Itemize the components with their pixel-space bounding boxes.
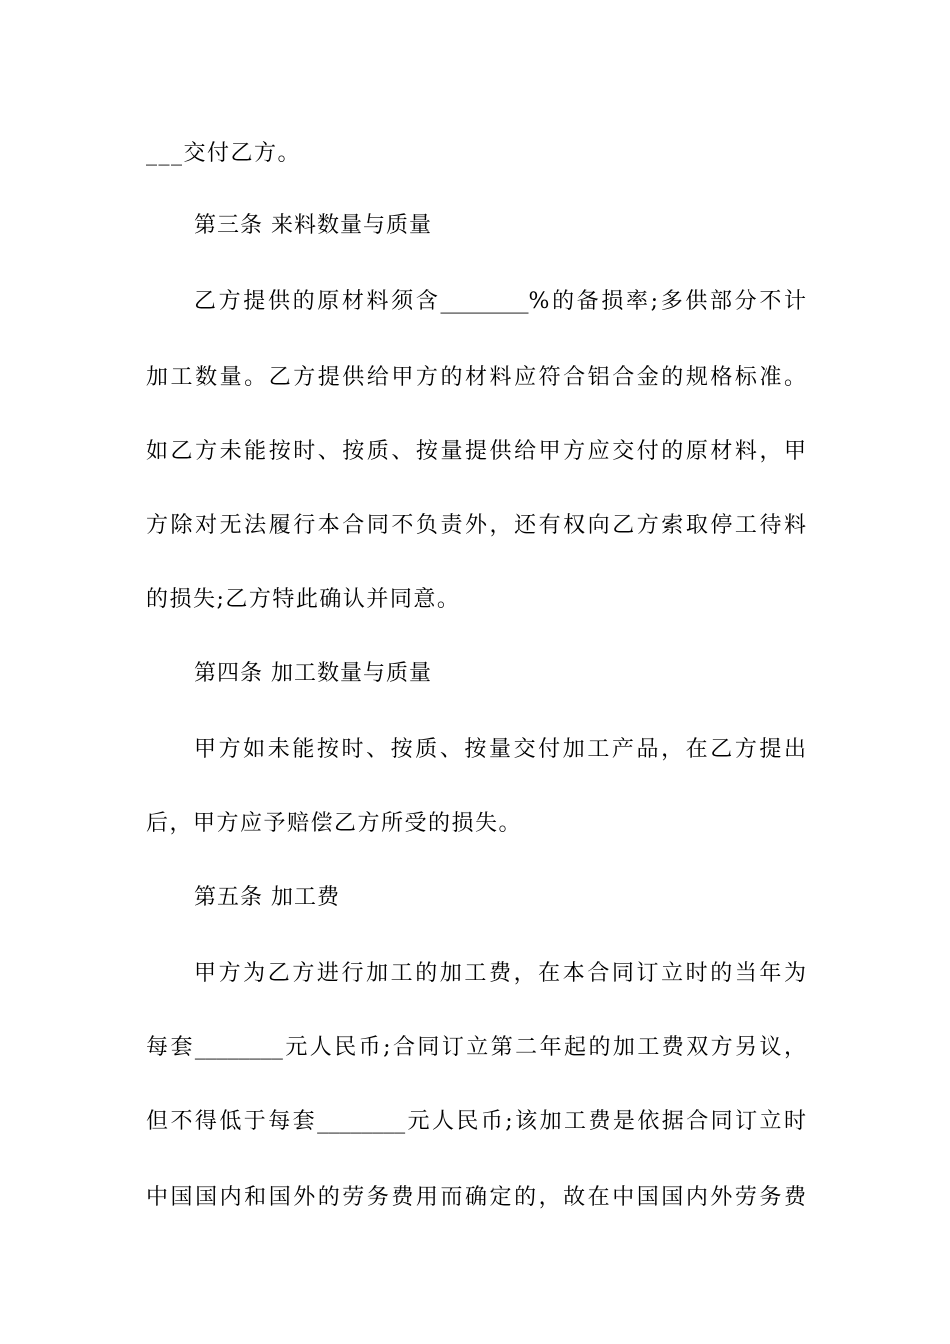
- paragraph-line: 甲方如未能按时、按质、按量交付加工产品，在乙方提出: [194, 737, 806, 762]
- article-heading: 第三条 来料数量与质量: [194, 213, 432, 238]
- paragraph-line: 每套________元人民币;合同订立第二年起的加工费双方另议，: [146, 1035, 806, 1060]
- paragraph-line: 加工数量。乙方提供给甲方的材料应符合铝合金的规格标准。: [146, 365, 806, 390]
- paragraph-line: 后，甲方应予赔偿乙方所受的损失。: [146, 811, 523, 836]
- article-heading: 第四条 加工数量与质量: [194, 661, 432, 686]
- paragraph-line: 如乙方未能按时、按质、按量提供给甲方应交付的原材料，甲: [146, 439, 806, 464]
- paragraph-line: 的损失;乙方特此确认并同意。: [146, 587, 461, 612]
- paragraph-line: ___交付乙方。: [146, 141, 302, 166]
- paragraph-line: 甲方为乙方进行加工的加工费，在本合同订立时的当年为: [194, 961, 806, 986]
- paragraph-line: 方除对无法履行本合同不负责外，还有权向乙方索取停工待料: [146, 513, 806, 538]
- paragraph-line: 乙方提供的原材料须含________%的备损率;多供部分不计: [194, 289, 806, 314]
- paragraph-line: 但不得低于每套________元人民币;该加工费是依据合同订立时: [146, 1109, 806, 1134]
- article-heading: 第五条 加工费: [194, 885, 340, 910]
- paragraph-line: 中国国内和国外的劳务费用而确定的，故在中国国内外劳务费: [146, 1185, 806, 1210]
